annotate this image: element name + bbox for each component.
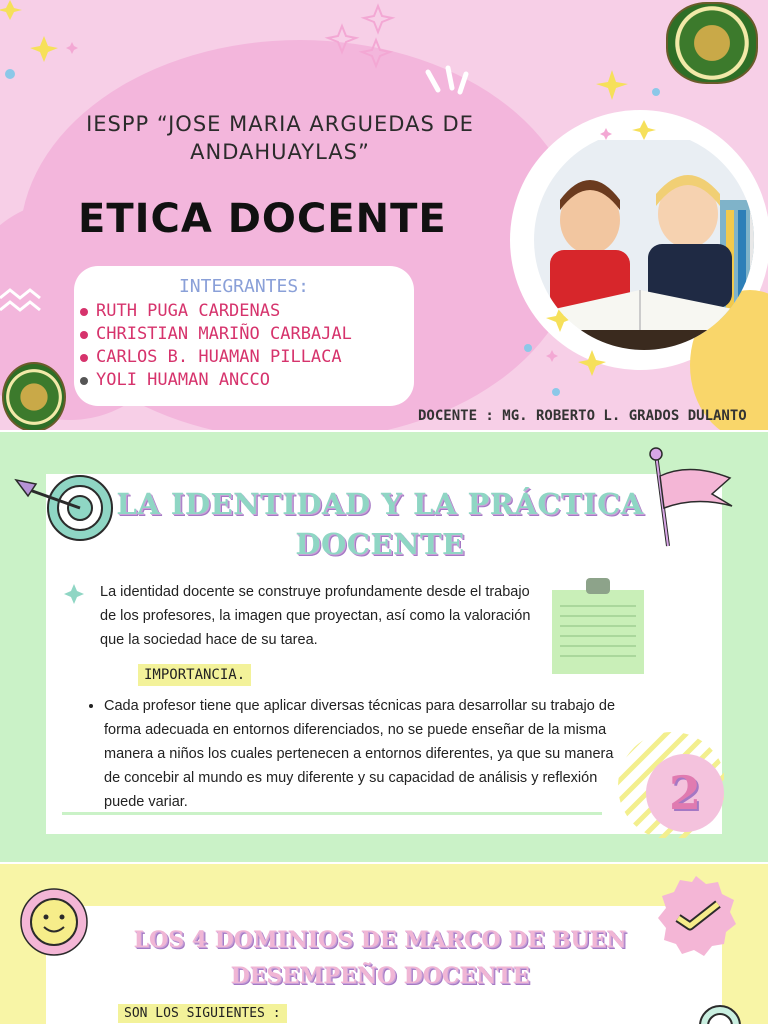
divider	[62, 812, 602, 815]
member-item: CHRISTIAN MARIÑO CARBAJAL	[80, 323, 352, 346]
section-heading: LA IDENTIDAD Y LA PRÁCTICA DOCENTE	[116, 487, 644, 561]
children-reading-image	[520, 140, 768, 350]
slide-identity	[0, 432, 768, 862]
page-number: 2	[646, 754, 724, 832]
members-heading: INTEGRANTES:	[178, 276, 310, 297]
circle-decoration	[696, 1002, 744, 1024]
list-intro-label: SON LOS SIGUIENTES :	[118, 1004, 287, 1023]
section-heading: LOS 4 DOMINIOS DE MARCO DE BUEN DESEMPEÑO DOCENTE	[133, 927, 627, 989]
member-item: CARLOS B. HUAMAN PILLACA	[80, 346, 352, 369]
member-item: RUTH PUGA CARDENAS	[80, 300, 352, 323]
institution-name: IESPP “JOSE MARIA ARGUEDAS DE ANDAHUAYLAS”	[86, 112, 474, 164]
slide-domains	[0, 864, 768, 1024]
members-list	[80, 300, 352, 392]
importance-list	[88, 694, 628, 814]
presentation-title: ETICA DOCENTE	[78, 196, 447, 242]
identity-paragraph: La identidad docente se construye profundamente desde el trabajo de los profesores, la imagen que proyectan, así como la valoración que la sociedad hace de su tarea.	[100, 584, 531, 648]
institution-seal-image	[2, 362, 66, 430]
importance-label: IMPORTANCIA.	[138, 664, 251, 686]
slide-cover	[0, 0, 768, 430]
member-item: YOLI HUAMAN ANCCO	[80, 369, 352, 392]
smiley-icon	[18, 886, 90, 958]
institution-seal-image	[666, 2, 758, 84]
teacher-name: DOCENTE : MG. ROBERTO L. GRADOS DULANTO	[418, 408, 747, 424]
checkmark-badge-icon	[654, 874, 738, 958]
clipboard-icon	[550, 572, 646, 676]
members-box	[74, 266, 414, 406]
importance-text: • Cada profesor tiene que aplicar diversas técnicas para desarrollar su trabajo de forma adecuada en entornos diferenciados, no se puede enseñar de la misma manera a niños los cuales pertenecen a entornos diferentes, ya que su manera de concebir al mundo es muy diferente y su capacidad de análisis y reflexión puede variar.	[104, 694, 628, 814]
sparkle-icon	[64, 584, 84, 604]
